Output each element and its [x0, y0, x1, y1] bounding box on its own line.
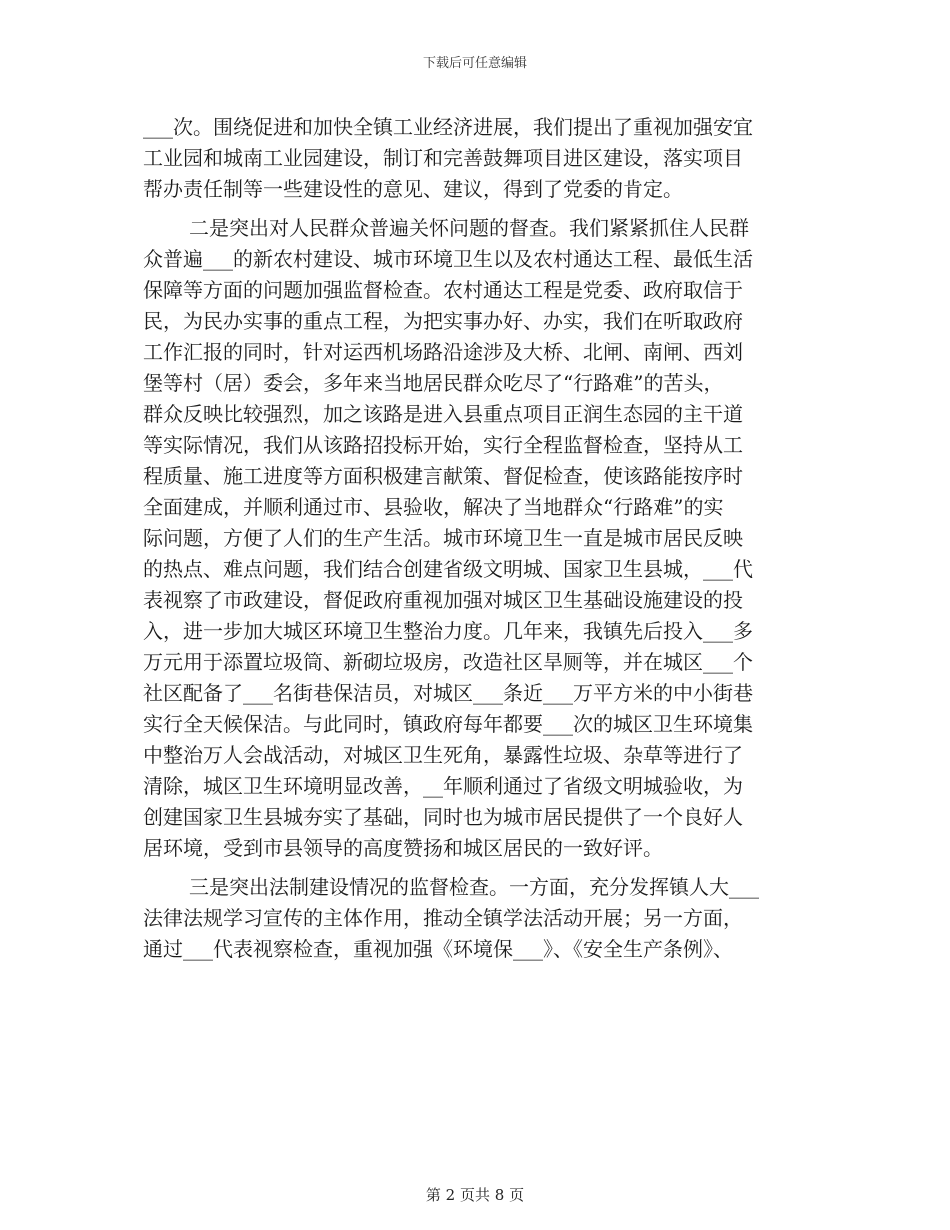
paragraph-1 [143, 112, 813, 205]
text-line: 帮办责任制等一些建设性的意见、建议，得到了党委的肯定。 [143, 177, 683, 201]
document-body [143, 112, 813, 965]
text-line: 群众反映比较强烈，加之该路是进入县重点项目正润生态园的主干道 [143, 402, 743, 426]
text-line: 居环境，受到市县领导的高度赞扬和城区居民的一致好评。 [143, 836, 663, 860]
text-line: 通过___代表视察检查，重视加强《环境保___》、《安全生产条例》、 [143, 937, 733, 961]
text-line: 程质量、施工进度等方面积极建言献策、督促检查，使该路能按序时 [143, 464, 743, 488]
text-line: ___次。围绕促进和加快全镇工业经济进展，我们提出了重视加强安宜 [143, 115, 753, 139]
text-line: 表视察了市政建设，督促政府重视加强对城区卫生基础设施建设的投 [143, 588, 743, 612]
text-line: 保障等方面的问题加强监督检查。农村通达工程是党委、政府取信于 [143, 278, 743, 302]
text-line: 二是突出对人民群众普遍关怀问题的督查。我们紧紧抓住人民群 [189, 216, 749, 240]
text-line: 清除，城区卫生环境明显改善，__年顺利通过了省级文明城验收，为 [143, 774, 743, 798]
text-line: 创建国家卫生县城夯实了基础，同时也为城市居民提供了一个良好人 [143, 805, 743, 829]
text-line: 入，进一步加大城区环境卫生整治力度。几年来，我镇先后投入___多 [143, 619, 753, 643]
text-line: 法律法规学习宣传的主体作用，推动全镇学法活动开展；另一方面， [143, 906, 743, 930]
text-line: 工业园和城南工业园建设，制订和完善鼓舞项目进区建设，落实项目 [143, 146, 743, 170]
text-line: 社区配备了___名街巷保洁员，对城区___条近___万平方米的中小街巷 [143, 681, 753, 705]
text-line: 中整治万人会战活动，对城区卫生死角，暴露性垃圾、杂草等进行了 [143, 743, 743, 767]
text-line: 实行全天候保洁。与此同时，镇政府每年都要___次的城区卫生环境集 [143, 712, 753, 736]
text-line: 际问题，方便了人们的生产生活。城市环境卫生一直是城市居民反映 [143, 526, 743, 550]
paragraph-3 [143, 872, 813, 965]
text-line: 工作汇报的同时，针对运西机场路沿途涉及大桥、北闸、南闸、西刘 [143, 340, 743, 364]
page-number: 第 2 页共 8 页 [425, 1186, 525, 1204]
text-line: 全面建成，并顺利通过市、县验收，解决了当地群众“行路难”的实 [143, 495, 724, 519]
text-line: 众普遍___的新农村建设、城市环境卫生以及农村通达工程、最低生活 [143, 247, 753, 271]
text-line: 等实际情况，我们从该路招投标开始，实行全程监督检查，坚持从工 [143, 433, 743, 457]
text-line: 三是突出法制建设情况的监督检查。一方面，充分发挥镇人大___ [189, 875, 759, 899]
text-line: 万元用于添置垃圾筒、新砌垃圾房，改造社区旱厕等，并在城区___个 [143, 650, 753, 674]
text-line: 的热点、难点问题，我们结合创建省级文明城、国家卫生县城，___代 [143, 557, 753, 581]
page-header: 下载后可任意编辑 [422, 56, 527, 71]
paragraph-2 [143, 213, 813, 864]
text-line: 民，为民办实事的重点工程，为把实事办好、办实，我们在听取政府 [143, 309, 743, 333]
text-line: 堡等村（居）委会，多年来当地居民群众吃尽了“行路难”的苦头， [143, 371, 724, 395]
